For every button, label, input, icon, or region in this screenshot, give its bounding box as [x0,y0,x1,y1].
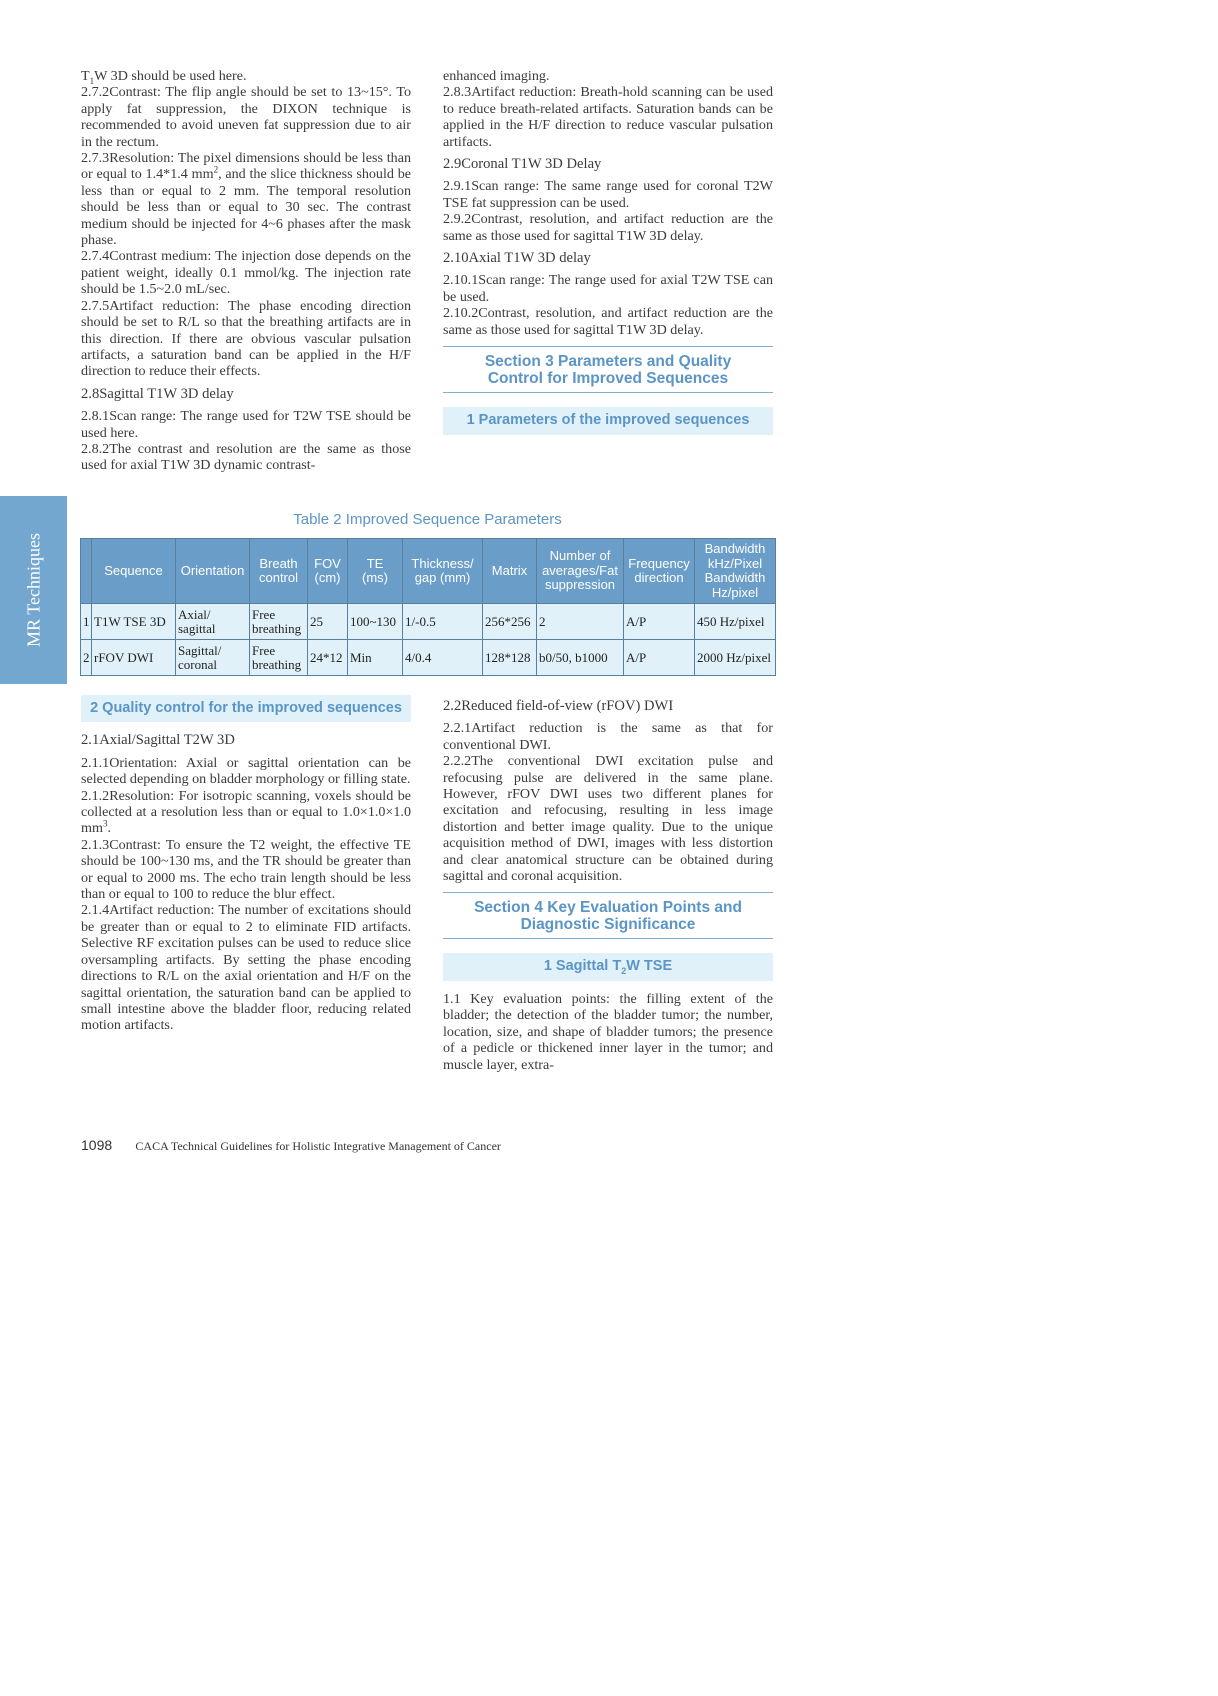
paragraph: 2.9.2Contrast, resolution, and artifact reduction are the same as those used for sagittal T1W 3D delay. [443,211,773,244]
column-header: Breath control [250,539,308,604]
paragraph: $T_1W$ 3D should be used here. [81,68,247,86]
paragraph: 2.1.4Artifact reduction: The number of excitations should be greater than or equal to 2 to eliminate FID artifacts. Selective RF excitation pulses can be used to reduce slice oversampling artifacts. By setting the phase encoding directions to R/L on the axial orientation and H/F on the sagittal orientation, the saturation band can be applied to small intestine above the bladder floor, reducing related motion artifacts. [81,902,411,1034]
subsection-1-heading: 1 Parameters of the improved sequences [443,407,773,434]
column-header: Bandwidth kHz/Pixel Bandwidth Hz/pixel [695,539,776,604]
right-column-bottom [443,695,773,1073]
paragraph: 2.8.3Artifact reduction: Breath-hold scanning can be used to reduce breath-related artifacts. Saturation bands can be applied in the H/F direction to reduce vascular pulsation artifacts. [443,84,773,150]
side-tab-label: MR Techniques [23,533,43,647]
column-header: Number of averages/Fat suppression [537,539,624,604]
table-row: 2 rFOV DWI Sagittal/ coronal Free breathing 24*12 Min 4/0.4 128*128 b0/50, b1000 A/P 2000 Hz/pixel [81,640,776,676]
paragraph: 1.1 Key evaluation points: the filling extent of the bladder; the detection of the bladder tumor; the number, location, size, and shape of bladder tumors; the presence of a pedicle or thickened inner layer in the tumor; and muscle layer, extra- [443,990,773,1073]
subsection-2-heading: 2 Quality control for the improved sequences [81,695,411,722]
section-3-title: Section 3 Parameters and Quality Control for Improved Sequences [443,346,773,393]
left-column-top [81,68,411,474]
subheading: 2.1Axial/Sagittal T2W 3D [81,732,235,749]
paragraph: enhanced imaging. [443,68,550,84]
side-section-tab [0,496,67,684]
paragraph: 2.1.3Contrast: To ensure the T2 weight, the effective TE should be 100~130 ms, and the TR should be greater than or equal to 2000 ms. The echo train length should be less than or equal to 100 to reduce the blur effect. [81,836,411,903]
subheading: 2.2Reduced field-of-view (rFOV) DWI [443,698,674,714]
column-header: Matrix [483,539,537,604]
table-header-row [81,539,776,604]
column-header: Sequence [92,539,176,604]
paragraph: 2.8.2The contrast and resolution are the same as those used for axial T1W 3D dynamic contrast- [81,440,411,474]
column-header: Frequency direction [624,539,695,604]
right-column-top [443,68,773,445]
paragraph: 2.8.1Scan range: The range used for T2W TSE should be used here. [81,408,411,441]
paragraph: 2.10.2Contrast, resolution, and artifact reduction are the same as those used for sagittal T1W 3D delay. [443,305,773,338]
paragraph: 2.9.1Scan range: The same range used for coronal T2W TSE fat suppression can be used. [443,178,773,211]
subheading: 2.10Axial T1W 3D delay [443,250,591,267]
column-header: Thickness/ gap (mm) [403,539,483,604]
running-title: CACA Technical Guidelines for Holistic Integrative Management of Cancer [135,1139,501,1153]
table-caption: Table 2 Improved Sequence Parameters [293,511,562,528]
paragraph: 2.7.2Contrast: The flip angle should be set to 13~15°. To apply fat suppression, the DIXON technique is recommended to avoid uneven fat suppression due to air in the rectum. [81,84,411,150]
paragraph: 2.2.1Artifact reduction is the same as that for conventional DWI. [443,720,773,753]
subheading: 2.8Sagittal T1W 3D delay [81,385,234,402]
section-4-title: Section 4 Key Evaluation Points and Diagnostic Significance [443,892,773,939]
column-header: FOV (cm) [308,539,348,604]
left-column-bottom [81,695,411,1034]
paragraph: 2.7.5Artifact reduction: The phase encoding direction should be set to R/L so that the breathing artifacts are in this direction. If there are obvious vascular pulsation artifacts, a saturation band can be applied in the H/F direction to reduce their effects. [81,297,411,380]
parameters-table [80,538,776,676]
paragraph: 2.10.1Scan range: The range used for axial T2W TSE can be used. [443,272,773,305]
paragraph: 2.7.4Contrast medium: The injection dose depends on the patient weight, ideally 0.1 mmol/kg. The injection rate should be 1.5~2.0 mL/sec. [81,248,411,298]
paragraph: 2.7.3Resolution: The pixel dimensions should be less than or equal to 1.4*1.4 $mm^2$, and the slice thickness should be less than or equal to 2 mm. The temporal resolution should be less than or equal to 30 sec. The contrast medium should be injected for 4~6 phases after the mask phase. [81,150,412,249]
column-header: TE (ms) [348,539,403,604]
column-header: Orientation [176,539,250,604]
page-footer [81,1137,501,1154]
paragraph: 2.1.1Orientation: Axial or sagittal orientation can be selected depending on bladder morphology or filling state. [81,754,411,788]
paragraph: 2.1.2Resolution: For isotropic scanning, voxels should be collected at a resolution less than or equal to 1.0×1.0×1.0 $mm^3$. [81,787,411,837]
table-row: 1 T1W TSE 3D Axial/ sagittal Free breathing 25 100~130 1/-0.5 256*256 2 A/P 450 Hz/pixel [81,604,776,640]
subheading: 2.9Coronal T1W 3D Delay [443,156,602,173]
subsection-1-sagittal-heading: 1 Sagittal $T_2W$ TSE [443,953,773,980]
paragraph: 2.2.2The conventional DWI excitation pulse and refocusing pulse are delivered in the same plane. However, rFOV DWI uses two different planes for excitation and refocusing, resulting in less image distortion and better image quality. Due to the unique acquisition method of DWI, images with less distortion and clear anatomical structure can be obtained during sagittal and coronal acquisition. [443,753,773,885]
page-number: 1098 [81,1137,113,1153]
